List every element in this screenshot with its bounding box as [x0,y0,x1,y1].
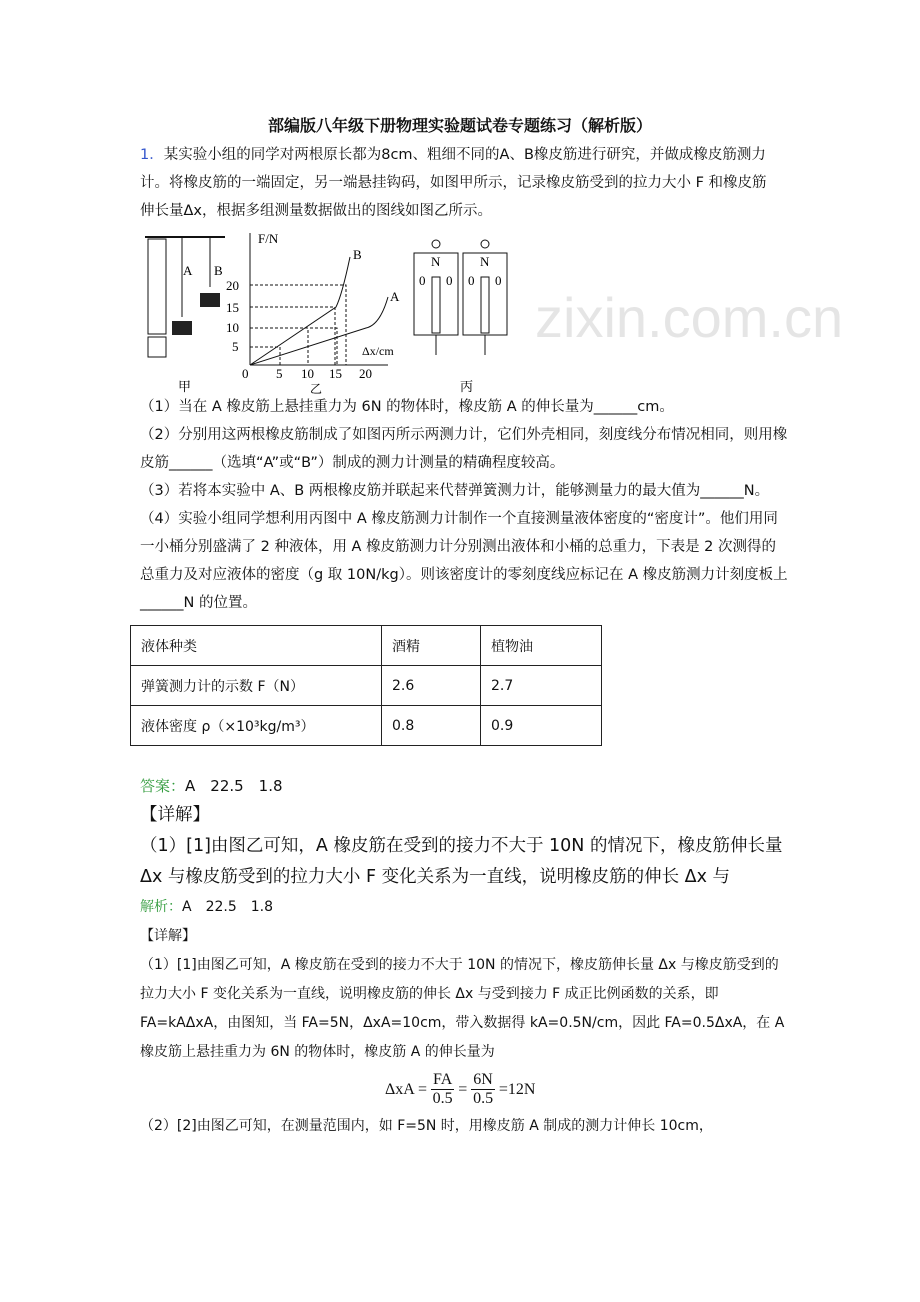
question-number: 1． [140,147,164,163]
formula-den: 0.5 [473,1090,494,1107]
detail-heading-2: 【详解】 [140,928,196,944]
x-tick: 5 [276,366,283,381]
answer-label: 答案： [140,777,186,795]
cell: 液体密度 ρ（×10³kg/m³） [131,706,382,746]
label-A: A [183,263,193,278]
curve-label-B: B [353,247,362,262]
formula [385,1071,790,1108]
formula-lhs: ΔxA = [385,1080,427,1098]
analysis [140,893,790,922]
analysis-label: 解析： [140,899,182,915]
content-flow [140,393,790,1141]
page-title: 部编版八年级下册物理实验题试卷专题练习（解析版） [267,116,652,135]
scale-zero: 0 [419,273,426,288]
formula-rhs: =12N [498,1080,536,1098]
formula-num: 6N [473,1071,493,1088]
answer-value: A 22.5 1.8 [185,777,283,795]
table-row [131,666,602,706]
formula-eq: = [458,1080,468,1098]
cell: 植物油 [481,626,602,666]
x-tick: 20 [359,366,372,381]
density-table [130,625,602,746]
label-bing: 丙 [460,379,474,394]
cell: 0.9 [481,706,602,746]
detail-text-2: （2）[2]由图乙可知，在测量范围内，如 F=5N 时，用橡皮筋 A 制成的测力计伸长 10cm， [140,1118,713,1134]
detail-text: （1）[1]由图乙可知，A 橡皮筋在受到的接力不大于 10N 的情况下，橡皮筋伸长量 Δx 与橡皮筋受到的拉力大小 F 变化关系为一直线，说明橡皮筋的伸长 Δx 与受到接力 F 成正比例函数的关系，即 FA=kAΔxA，由图知，当 FA=5N，ΔxA=10cm，带入数据得 kA=0.5N/cm，因此 FA=0.5ΔxA，在 A 橡皮筋上悬挂重力为 6N 的物体时，橡皮筋 A 的伸长量为 [140,957,785,1060]
y-tick: 15 [226,300,239,315]
scale-zero: 0 [495,273,502,288]
question-stem [140,141,780,225]
x-tick: 15 [329,366,342,381]
y-tick: 20 [226,278,239,293]
subquestion-4: （4）实验小组同学想利用丙图中 A 橡皮筋测力计制作一个直接测量液体密度的“密度计”。他们用同一小桶分别盛满了 2 种液体，用 A 橡皮筋测力计分别测出液体和小桶的总重力，下表是 2 次测得的总重力及对应液体的密度（g 取 10N/kg）。则该密度计的零刻度线应标记在 A 橡皮筋测力计刻度板上______N 的位置。 [140,511,788,611]
stem-text: 某实验小组的同学对两根原长都为8cm、粗细不同的A、B橡皮筋进行研究，并做成橡皮筋测力计。将橡皮筋的一端固定，另一端悬挂钩码，如图甲所示，记录橡皮筋受到的拉力大小 F 和橡皮筋伸长量Δx，根据多组测量数据做出的图线如图乙所示。 [140,147,767,219]
curve-label-A: A [390,289,400,304]
x-axis-label: Δx/cm [362,344,394,358]
watermark: zixin.com.cn [535,286,844,349]
answer [140,772,790,800]
scale-zero: 0 [468,273,475,288]
scale-zero: 0 [446,273,453,288]
cell: 0.8 [382,706,481,746]
x-tick: 10 [301,366,314,381]
subquestion-2: （2）分别用这两根橡皮筋制成了如图丙所示两测力计，它们外壳相同，刻度线分布情况相同，则用橡皮筋______（选填“A”或“B”）制成的测力计测量的精确程度较高。 [140,427,788,471]
table-row [131,706,602,746]
y-tick: 5 [232,339,239,354]
label-yi: 乙 [310,382,323,395]
scale-N: N [431,254,441,269]
formula-den: 0.5 [432,1090,453,1107]
y-tick: 10 [226,320,239,335]
table-row [131,626,602,666]
experiment-figure [140,225,520,395]
cell: 2.6 [382,666,481,706]
label-B: B [214,263,223,278]
cell: 酒精 [382,626,481,666]
cell: 弹簧测力计的示数 F（N） [131,666,382,706]
label-jia: 甲 [178,379,192,394]
analysis-value: A 22.5 1.8 [182,899,274,915]
cell: 液体种类 [131,626,382,666]
scale-N: N [480,254,490,269]
cell: 2.7 [481,666,602,706]
subquestion-3: （3）若将本实验中 A、B 两根橡皮筋并联起来代替弹簧测力计，能够测量力的最大值为______N。 [140,483,770,499]
subquestion-1: （1）当在 A 橡皮筋上悬挂重力为 6N 的物体时，橡皮筋 A 的伸长量为______cm。 [140,399,674,415]
y-axis-label: F/N [258,231,279,246]
detail-text-large: （1）[1]由图乙可知，A 橡皮筋在受到的接力不大于 10N 的情况下，橡皮筋伸长量 Δx 与橡皮筋受到的拉力大小 F 变化关系为一直线，说明橡皮筋的伸长 Δx 与 [140,836,783,887]
origin-label: 0 [242,366,249,381]
detail-heading: 【详解】 [140,805,210,825]
formula-num: FA [432,1071,453,1088]
